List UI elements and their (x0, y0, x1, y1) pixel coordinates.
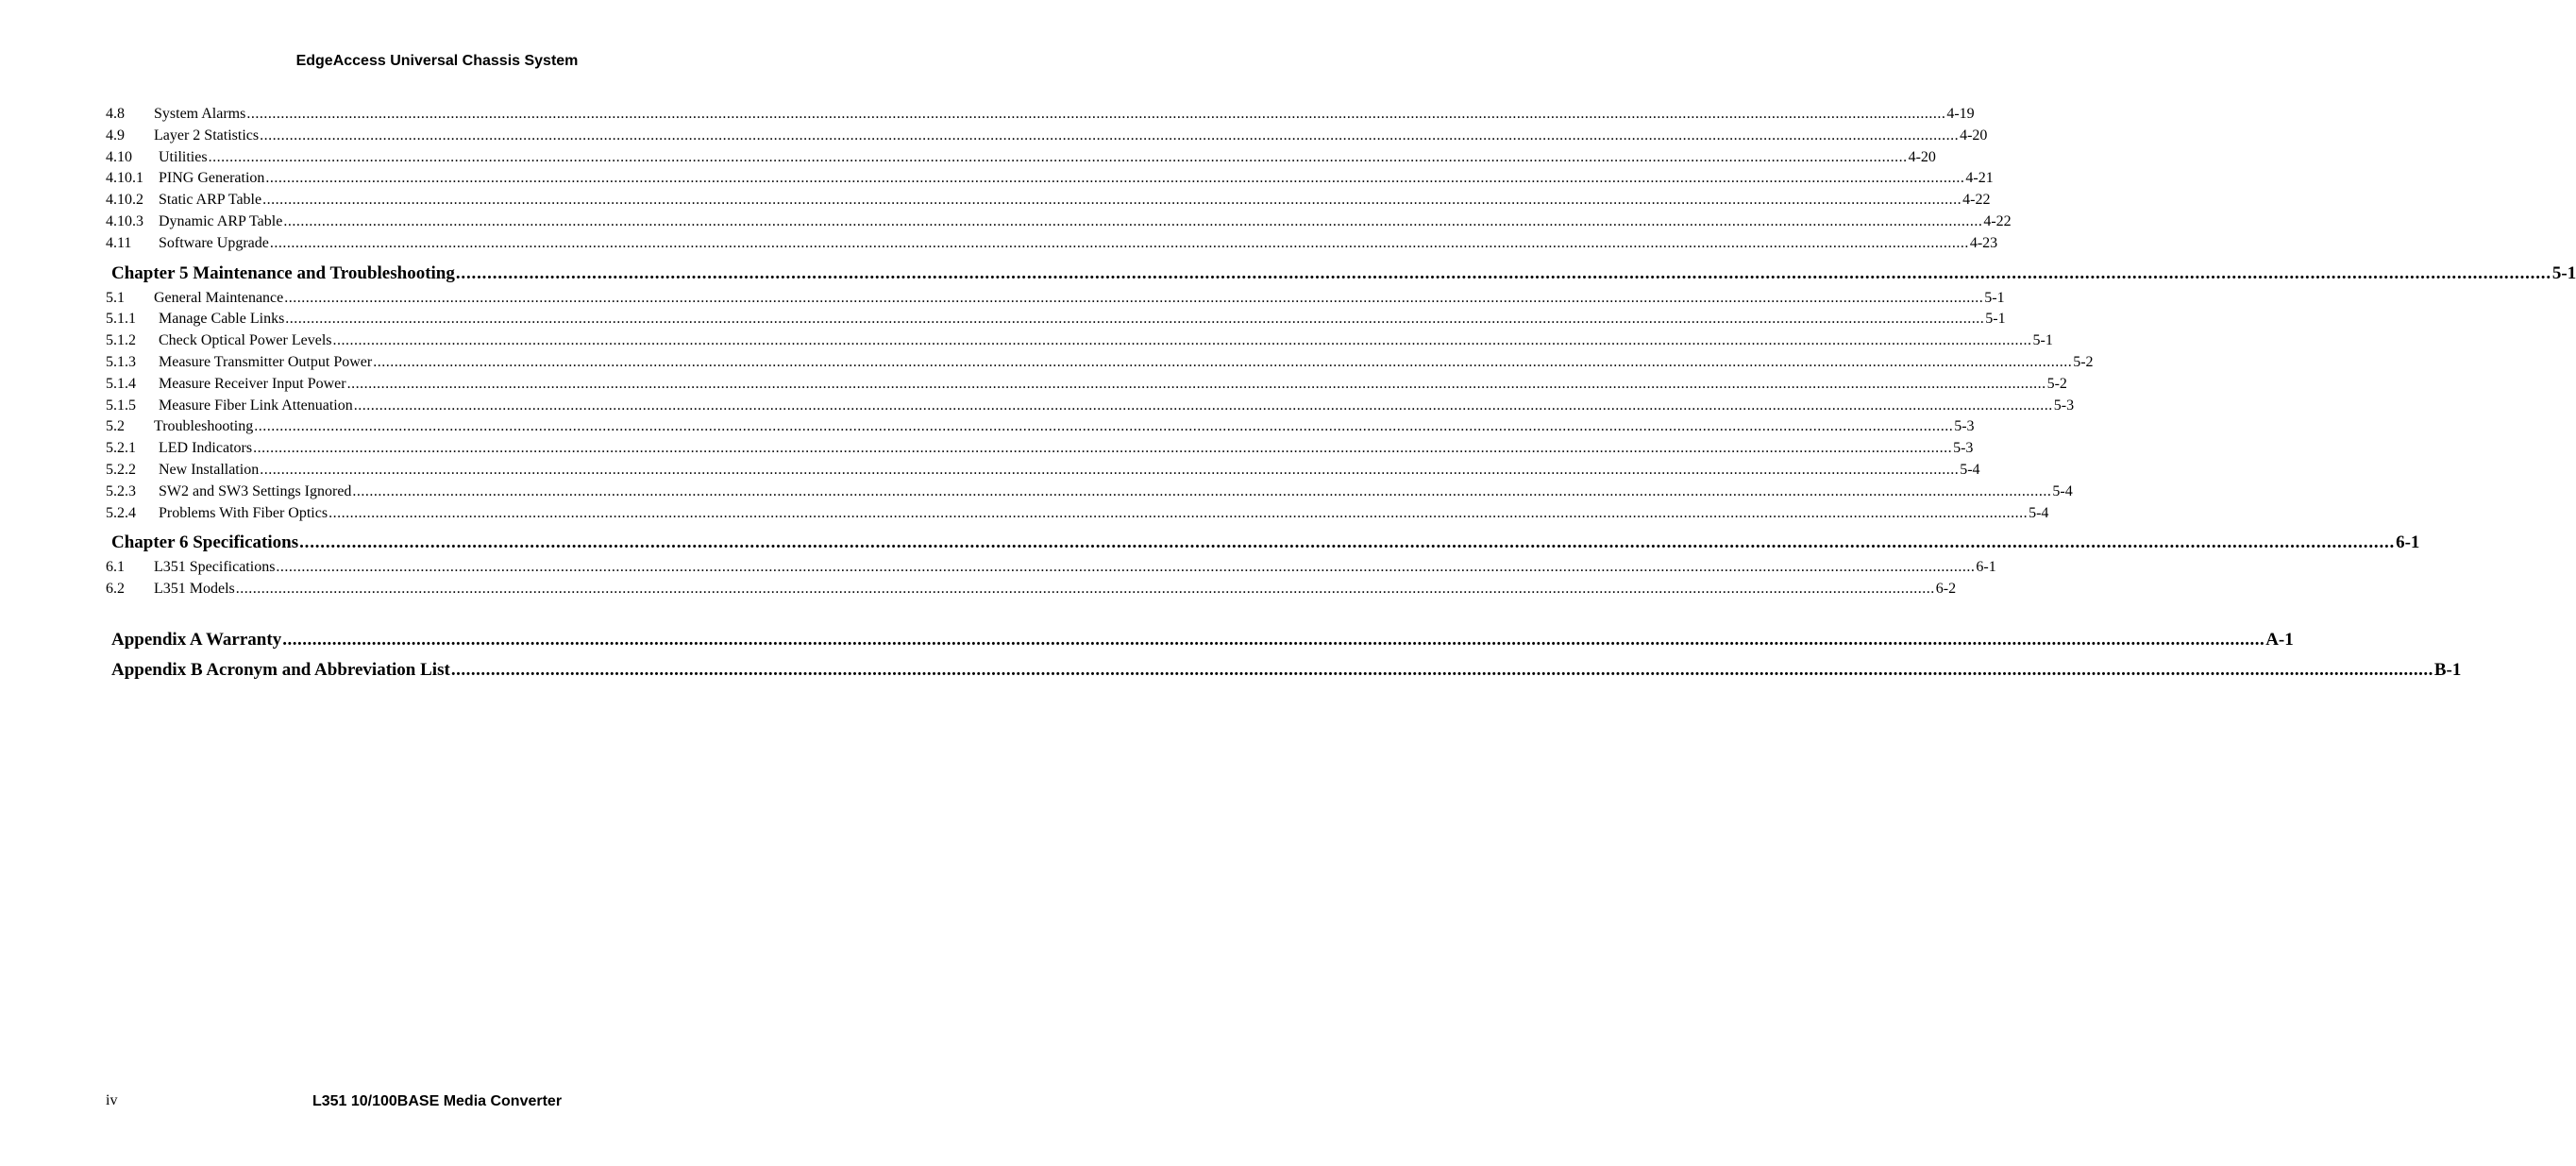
toc-entry-number: 4.9 (106, 127, 125, 144)
toc-entry-title: System Alarms (154, 106, 246, 122)
toc-dot-leader: ................................................................................................................................................................................................................................................................................................................................................................................................................ (265, 170, 1965, 187)
toc-entry-chapter[interactable] (111, 528, 2420, 557)
toc-entry-page: 5-4 (2052, 482, 2073, 499)
toc-dot-leader: ................................................................................................................................................................................................................................................................................................................................................................................................................ (455, 262, 2551, 283)
toc-entry-title: SW2 and SW3 Settings Ignored (159, 482, 352, 499)
toc-entry-title: Problems With Fiber Optics (159, 504, 328, 521)
toc-dot-leader: ................................................................................................................................................................................................................................................................................................................................................................................................................ (269, 234, 1969, 251)
toc-entry-title: Appendix A Warranty (111, 629, 282, 650)
toc-entry-page: 5-2 (2073, 353, 2094, 370)
toc-entry-sec[interactable] (106, 416, 1975, 438)
toc-gap (106, 600, 766, 625)
toc-dot-leader: ................................................................................................................................................................................................................................................................................................................................................................................................................ (254, 418, 1954, 435)
toc-dot-leader: ................................................................................................................................................................................................................................................................................................................................................................................................................ (235, 581, 1935, 598)
toc-entry-number: 5.1.2 (106, 332, 136, 349)
toc-entry-page: 5-3 (1953, 440, 1974, 457)
toc-dot-leader: ................................................................................................................................................................................................................................................................................................................................................................................................................ (246, 106, 1946, 122)
toc-entry-page: 4-21 (1965, 170, 1994, 187)
toc-dot-leader: ................................................................................................................................................................................................................................................................................................................................................................................................................ (260, 127, 1960, 144)
toc-entry-page: 6-2 (1935, 581, 1957, 598)
page-footer-title: L351 10/100BASE Media Converter (311, 1093, 563, 1109)
toc-dot-leader: ................................................................................................................................................................................................................................................................................................................................................................................................................ (285, 311, 1985, 328)
toc-dot-leader: ................................................................................................................................................................................................................................................................................................................................................................................................................ (373, 353, 2073, 370)
toc-dot-leader: ................................................................................................................................................................................................................................................................................................................................................................................................................ (282, 629, 2265, 650)
toc-entry-title: Appendix B Acronym and Abbreviation List (111, 659, 450, 680)
toc-entry-number: 5.2.2 (106, 461, 136, 478)
page-number: iv (106, 1092, 118, 1108)
toc-entry-page: 4-22 (1962, 192, 1991, 209)
toc-entry-page: 5-1 (1985, 311, 2006, 328)
toc-entry-title: L351 Specifications (154, 559, 276, 576)
toc-entry-number: 5.2.3 (106, 482, 136, 499)
toc-entry-title: Manage Cable Links (159, 311, 285, 328)
toc-entry-page: 6-1 (2396, 532, 2420, 553)
toc-entry-page: 4-22 (1983, 212, 2012, 229)
toc-entry-page: 5-4 (2029, 504, 2049, 521)
toc-entry-sub[interactable] (106, 482, 2073, 503)
toc-dot-leader: ................................................................................................................................................................................................................................................................................................................................................................................................................ (208, 148, 1908, 165)
toc-entry-number: 5.2.4 (106, 504, 136, 521)
toc-entry-title: Troubleshooting (154, 418, 254, 435)
toc-entry-number: 4.10 (106, 148, 132, 165)
toc-entry-number: 4.10.3 (106, 212, 143, 229)
toc-entry-sub[interactable] (106, 190, 1991, 211)
toc-entry-title: Measure Fiber Link Attenuation (159, 397, 353, 414)
toc-entry-number: 5.1.4 (106, 375, 136, 392)
toc-entry-sec[interactable] (106, 104, 1975, 126)
table-of-contents (106, 104, 2576, 685)
toc-entry-sec[interactable] (106, 126, 1988, 147)
toc-dot-leader: ................................................................................................................................................................................................................................................................................................................................................................................................................ (299, 532, 2396, 553)
toc-entry-number: 5.2.1 (106, 440, 136, 457)
toc-entry-page: 4-19 (1946, 106, 1975, 122)
toc-dot-leader: ................................................................................................................................................................................................................................................................................................................................................................................................................ (262, 192, 1962, 209)
toc-entry-chapter[interactable] (111, 259, 2576, 288)
toc-entry-title: Chapter 5 Maintenance and Troubleshooting (111, 262, 455, 283)
toc-dot-leader: ................................................................................................................................................................................................................................................................................................................................................................................................................ (276, 559, 1976, 576)
toc-dot-leader: ................................................................................................................................................................................................................................................................................................................................................................................................................ (328, 504, 2029, 521)
toc-entry-title: Measure Transmitter Output Power (159, 353, 373, 370)
toc-entry-title: Utilities (159, 148, 208, 165)
toc-entry-title: Layer 2 Statistics (154, 127, 260, 144)
toc-entry-page: A-1 (2265, 629, 2294, 650)
toc-entry-title: Dynamic ARP Table (159, 212, 283, 229)
toc-entry-appendix[interactable] (111, 655, 2462, 685)
toc-entry-number: 4.10.2 (106, 192, 143, 209)
toc-entry-number: 5.1.1 (106, 311, 136, 328)
toc-entry-number: 5.2 (106, 418, 125, 435)
toc-entry-sub[interactable] (106, 352, 2094, 374)
toc-entry-title: General Maintenance (154, 289, 284, 306)
toc-entry-sub[interactable] (106, 374, 2067, 396)
toc-entry-sub[interactable] (106, 330, 2053, 352)
toc-entry-title: Software Upgrade (159, 234, 269, 251)
toc-entry-page: 5-3 (2053, 397, 2075, 414)
toc-entry-page: 4-20 (1960, 127, 1988, 144)
toc-entry-title: Measure Receiver Input Power (159, 375, 346, 392)
toc-dot-leader: ................................................................................................................................................................................................................................................................................................................................................................................................................ (346, 375, 2046, 392)
toc-entry-page: 4-23 (1969, 234, 1998, 251)
toc-entry-page: 5-1 (2032, 332, 2053, 349)
toc-entry-page: 6-1 (1976, 559, 1996, 576)
toc-entry-title: LED Indicators (159, 440, 253, 457)
toc-dot-leader: ................................................................................................................................................................................................................................................................................................................................................................................................................ (450, 659, 2433, 680)
toc-dot-leader: ................................................................................................................................................................................................................................................................................................................................................................................................................ (332, 332, 2032, 349)
toc-dot-leader: ................................................................................................................................................................................................................................................................................................................................................................................................................ (352, 482, 2052, 499)
toc-entry-sub[interactable] (106, 309, 2006, 330)
toc-entry-sec[interactable] (106, 288, 2005, 310)
toc-entry-page: 5-4 (1960, 461, 1980, 478)
toc-entry-sub[interactable] (106, 438, 1974, 460)
toc-entry-number: 5.1.5 (106, 397, 136, 414)
toc-dot-leader: ................................................................................................................................................................................................................................................................................................................................................................................................................ (284, 289, 1984, 306)
toc-entry-sec[interactable] (106, 579, 1957, 600)
toc-entry-number: 6.2 (106, 581, 125, 598)
toc-dot-leader: ................................................................................................................................................................................................................................................................................................................................................................................................................ (353, 397, 2053, 414)
toc-entry-number: 4.8 (106, 106, 125, 122)
toc-entry-sub[interactable] (106, 460, 1980, 482)
toc-entry-sub[interactable] (106, 211, 2012, 233)
toc-entry-number: 5.1.3 (106, 353, 136, 370)
toc-entry-title: Static ARP Table (159, 192, 262, 209)
toc-entry-number: 6.1 (106, 559, 125, 576)
toc-entry-sub[interactable] (106, 503, 2049, 525)
toc-entry-title: New Installation (159, 461, 260, 478)
toc-entry-sub[interactable] (106, 396, 2075, 417)
toc-entry-sub[interactable] (106, 147, 1936, 169)
toc-entry-page: 5-3 (1954, 418, 1975, 435)
toc-entry-title: Check Optical Power Levels (159, 332, 332, 349)
toc-entry-page: 5-2 (2046, 375, 2067, 392)
toc-entry-sub[interactable] (106, 233, 1998, 255)
toc-dot-leader: ................................................................................................................................................................................................................................................................................................................................................................................................................ (260, 461, 1960, 478)
toc-entry-number: 4.11 (106, 234, 132, 251)
toc-entry-page: 4-20 (1908, 148, 1936, 165)
toc-entry-number: 5.1 (106, 289, 125, 306)
toc-dot-leader: ................................................................................................................................................................................................................................................................................................................................................................................................................ (283, 212, 1983, 229)
toc-entry-sub[interactable] (106, 168, 1994, 190)
page-header-title: EdgeAccess Universal Chassis System (295, 53, 579, 69)
toc-dot-leader: ................................................................................................................................................................................................................................................................................................................................................................................................................ (253, 440, 1953, 457)
toc-entry-page: B-1 (2433, 659, 2462, 680)
toc-entry-title: Chapter 6 Specifications (111, 532, 299, 553)
toc-entry-page: 5-1 (2551, 262, 2576, 283)
toc-entry-number: 4.10.1 (106, 170, 143, 187)
toc-entry-page: 5-1 (1984, 289, 2005, 306)
toc-entry-sec[interactable] (106, 557, 1996, 579)
toc-entry-title: L351 Models (154, 581, 235, 598)
toc-entry-title: PING Generation (159, 170, 265, 187)
toc-entry-appendix[interactable] (111, 625, 2294, 655)
